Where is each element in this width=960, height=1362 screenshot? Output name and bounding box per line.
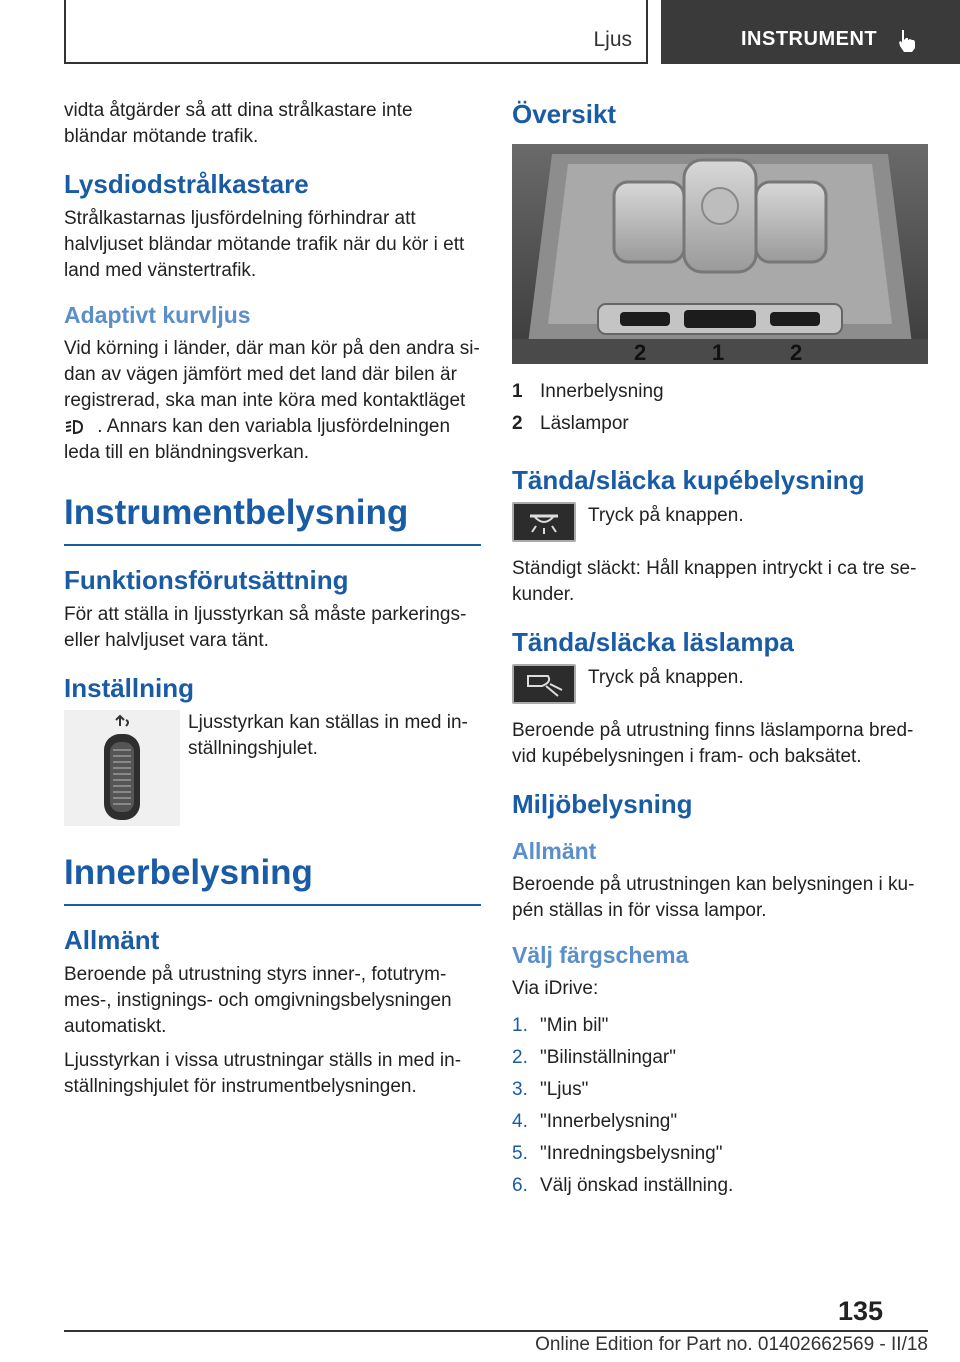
step-item (512, 1138, 928, 1170)
reading-button-text: Tryck på knappen. (588, 667, 744, 688)
legend-item (512, 408, 928, 440)
step-text: "Ljus" (540, 1079, 589, 1100)
heading-led-headlights: Lysdiodstrålkastare (64, 169, 309, 199)
adaptive-text-part1: Vid körning i länder, där man kör på den andra sidan av vägen jämfört med det land där bilen är registrerad, ska man inte köra med kontaktläget (64, 338, 480, 411)
step-number: 1. (512, 1015, 528, 1036)
reading-paragraph: Beroende på utrustning finns läslamporna bredvid kupébelysningen i fram- och baksätet. (512, 720, 914, 767)
left-column (64, 98, 481, 1108)
heading-ambient-light: Miljöbelysning (512, 789, 693, 819)
heading-color-scheme: Välj färgschema (512, 942, 689, 968)
header-box (64, 0, 648, 64)
chapter-tab (661, 0, 960, 64)
general-paragraph-2: Ljusstyrkan i vissa utrustningar ställs in med inställningshjulet för instrumentbelysningen. (64, 1050, 462, 1097)
heading-prerequisite: Funktionsförutsättning (64, 565, 349, 595)
legend-number: 2 (512, 413, 523, 434)
footer-divider (64, 1330, 928, 1332)
step-number: 6. (512, 1175, 528, 1196)
pointing-hand-icon (893, 26, 921, 54)
legend-text: Läslampor (540, 413, 629, 434)
heading-interior-lighting: Innerbelysning (64, 852, 481, 906)
legend-item (512, 376, 928, 408)
thumbwheel-figure-row (64, 710, 481, 826)
photo-label-reading-right: 2 (790, 340, 803, 364)
step-text: Välj önskad inställning. (540, 1175, 734, 1196)
headlight-icon (64, 418, 86, 436)
step-number: 4. (512, 1111, 528, 1132)
step-text: "Min bil" (540, 1015, 609, 1036)
section-title: Ljus (593, 28, 632, 51)
step-item (512, 1170, 928, 1202)
heading-general: Allmänt (64, 925, 160, 955)
heading-cabin-light: Tända/släcka kupébelysning (512, 465, 865, 495)
heading-reading-light: Tända/släcka läslampa (512, 627, 794, 657)
ambient-paragraph: Beroende på utrustningen kan belysningen i kupén ställas in för vissa lampor. (512, 874, 915, 921)
step-number: 5. (512, 1143, 528, 1164)
via-idrive-text: Via iDrive: (512, 978, 599, 999)
intro-paragraph: vidta åtgärder så att dina strålkastare inte bländar mötande trafik. (64, 100, 413, 147)
step-text: "Bilinställningar" (540, 1047, 676, 1068)
step-number: 2. (512, 1047, 528, 1068)
edition-footer: Online Edition for Part no. 01402662569 - II/18 (535, 1334, 928, 1355)
cabin-light-button-icon (512, 502, 576, 542)
adaptive-paragraph (64, 336, 481, 466)
heading-overview: Översikt (512, 99, 617, 129)
photo-label-reading-left: 2 (634, 340, 647, 364)
legend-number: 1 (512, 381, 523, 402)
setting-paragraph: Ljusstyrkan kan ställas in med inställningshjulet. (188, 712, 468, 759)
cabin-paragraph: Ständigt släckt: Håll knappen intryckt i ca tre sekunder. (512, 558, 917, 605)
step-item (512, 1010, 928, 1042)
heading-ambient-general: Allmänt (512, 838, 597, 864)
steps-list (512, 1010, 928, 1202)
step-item (512, 1042, 928, 1074)
heading-adaptive-light: Adaptivt kurvljus (64, 302, 251, 328)
general-paragraph-1: Beroende på utrustning styrs inner-, fotutrymmes-, instignings- och omgivningsbelysningen automatiskt. (64, 964, 452, 1037)
step-number: 3. (512, 1079, 528, 1100)
prerequisite-paragraph: För att ställa in ljusstyrkan så måste parkeringseller halvljuset vara tänt. (64, 604, 467, 651)
led-paragraph: Strålkastarnas ljusfördelning förhindrar att halvljuset bländar mötande trafik när du kör i ett land med vänstertrafik. (64, 208, 465, 281)
photo-label-interior: 1 (712, 340, 725, 364)
heading-instrument-lighting: Instrumentbelysning (64, 492, 481, 546)
page-number: 135 (838, 1296, 884, 1326)
step-item (512, 1074, 928, 1106)
cabin-button-row (512, 502, 928, 542)
step-item (512, 1106, 928, 1138)
reading-button-row (512, 664, 928, 704)
step-text: "Innerbelysning" (540, 1111, 678, 1132)
heading-setting: Inställning (64, 673, 194, 703)
cabin-button-text: Tryck på knappen. (588, 505, 744, 526)
thumbwheel-image (64, 710, 180, 826)
chapter-tab-label: INSTRUMENT (741, 28, 878, 50)
reading-light-button-icon (512, 664, 576, 704)
thumbwheel-icon (64, 710, 180, 826)
step-text: "Inredningsbelysning" (540, 1143, 723, 1164)
adaptive-text-part2: . Annars kan den variabla ljusfördelningen leda till en bländningsverkan. (64, 416, 451, 463)
overhead-console-photo (512, 144, 928, 364)
legend-text: Innerbelysning (540, 381, 664, 402)
right-column (512, 98, 928, 1202)
overhead-console-illustration (512, 144, 928, 364)
